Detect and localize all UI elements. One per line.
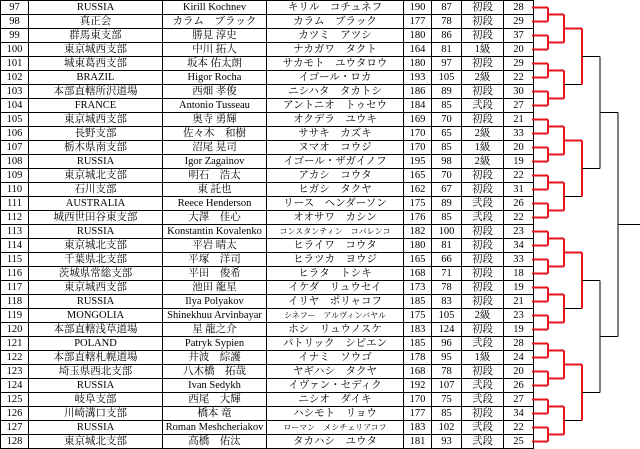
table-row: [1, 141, 534, 155]
table-row: [1, 15, 534, 29]
name-cell: 平田 俊希: [163, 267, 267, 281]
name-cell: 中川 拓人: [163, 43, 267, 57]
entry-number: 114: [1, 239, 29, 253]
table-row: [1, 365, 534, 379]
age-cell: 29: [504, 15, 534, 29]
team-cell: RUSSIA: [29, 1, 163, 15]
height-cell: 168: [404, 365, 432, 379]
entry-number: 119: [1, 309, 29, 323]
name-cell: Igor Zagainov: [163, 155, 267, 169]
height-cell: 177: [404, 15, 432, 29]
age-cell: 34: [504, 239, 534, 253]
kana-cell: ヒラツカ ヨウジ: [267, 253, 404, 267]
kana-cell: ニシハタ タカトシ: [267, 85, 404, 99]
kana-cell: ヤギハシ タクヤ: [267, 365, 404, 379]
team-cell: 岐阜支部: [29, 393, 163, 407]
name-cell: 平塚 洋司: [163, 253, 267, 267]
age-cell: 33: [504, 127, 534, 141]
entry-number: 108: [1, 155, 29, 169]
team-cell: 東京城西支部: [29, 113, 163, 127]
rank-cell: 初段: [462, 183, 504, 197]
age-cell: 19: [504, 281, 534, 295]
height-cell: 170: [404, 393, 432, 407]
rank-cell: 弐段: [462, 99, 504, 113]
weight-cell: 81: [432, 43, 462, 57]
table-row: [1, 155, 534, 169]
name-cell: 坂本 佑太朗: [163, 57, 267, 71]
name-cell: Shinekhuu Arvinbayar: [163, 309, 267, 323]
weight-cell: 65: [432, 127, 462, 141]
team-cell: 城西世田谷東支部: [29, 211, 163, 225]
table-row: [1, 295, 534, 309]
table-row: [1, 379, 534, 393]
team-cell: FRANCE: [29, 99, 163, 113]
team-cell: 東京城北支部: [29, 435, 163, 449]
name-cell: Patryk Sypien: [163, 337, 267, 351]
table-row: [1, 183, 534, 197]
height-cell: 185: [404, 337, 432, 351]
team-cell: 東京城西支部: [29, 43, 163, 57]
name-cell: 星 龍之介: [163, 323, 267, 337]
rank-cell: 1級: [462, 43, 504, 57]
entry-number: 116: [1, 267, 29, 281]
team-cell: 城東葛西支部: [29, 57, 163, 71]
entry-number: 106: [1, 127, 29, 141]
entry-number: 101: [1, 57, 29, 71]
age-cell: 30: [504, 85, 534, 99]
age-cell: 18: [504, 267, 534, 281]
rank-cell: 弐段: [462, 435, 504, 449]
team-cell: POLAND: [29, 337, 163, 351]
height-cell: 168: [404, 267, 432, 281]
entry-number: 99: [1, 29, 29, 43]
kana-cell: イナミ ソウゴ: [267, 351, 404, 365]
rank-cell: 初段: [462, 407, 504, 421]
weight-cell: 85: [432, 211, 462, 225]
table-row: [1, 393, 534, 407]
age-cell: 28: [504, 337, 534, 351]
height-cell: 180: [404, 239, 432, 253]
team-cell: RUSSIA: [29, 379, 163, 393]
kana-cell: ハシモト リョウ: [267, 407, 404, 421]
name-cell: 勝見 淳史: [163, 29, 267, 43]
entry-number: 117: [1, 281, 29, 295]
kana-cell: ナカガワ タクト: [267, 43, 404, 57]
weight-cell: 81: [432, 239, 462, 253]
team-cell: 真正会: [29, 15, 163, 29]
weight-cell: 107: [432, 379, 462, 393]
height-cell: 164: [404, 43, 432, 57]
weight-cell: 70: [432, 169, 462, 183]
rank-cell: 弐段: [462, 421, 504, 435]
entry-number: 103: [1, 85, 29, 99]
height-cell: 165: [404, 253, 432, 267]
height-cell: 176: [404, 211, 432, 225]
team-cell: 東京城北支部: [29, 169, 163, 183]
age-cell: 26: [504, 197, 534, 211]
team-cell: 川崎溝口支部: [29, 407, 163, 421]
age-cell: 29: [504, 57, 534, 71]
name-cell: 高橋 佑汰: [163, 435, 267, 449]
height-cell: 183: [404, 421, 432, 435]
table-row: [1, 85, 534, 99]
kana-cell: ヌマオ コウジ: [267, 141, 404, 155]
weight-cell: 89: [432, 197, 462, 211]
height-cell: 186: [404, 85, 432, 99]
rank-cell: 1級: [462, 141, 504, 155]
age-cell: 27: [504, 393, 534, 407]
entry-number: 124: [1, 379, 29, 393]
age-cell: 25: [504, 435, 534, 449]
entry-number: 111: [1, 197, 29, 211]
kana-cell: リース ヘンダーソン: [267, 197, 404, 211]
name-cell: 佐々木 和樹: [163, 127, 267, 141]
kana-cell: アカシ コウタ: [267, 169, 404, 183]
height-cell: 183: [404, 323, 432, 337]
kana-cell: ヒライワ コウタ: [267, 239, 404, 253]
height-cell: 175: [404, 309, 432, 323]
age-cell: 19: [504, 155, 534, 169]
entry-number: 127: [1, 421, 29, 435]
team-cell: RUSSIA: [29, 295, 163, 309]
age-cell: 27: [504, 99, 534, 113]
kana-cell: ヒラタ トシキ: [267, 267, 404, 281]
height-cell: 192: [404, 379, 432, 393]
height-cell: 180: [404, 57, 432, 71]
table-row: [1, 197, 534, 211]
weight-cell: 83: [432, 295, 462, 309]
height-cell: 170: [404, 127, 432, 141]
kana-cell: タカハシ ユウタ: [267, 435, 404, 449]
name-cell: Konstantin Kovalenko: [163, 225, 267, 239]
name-cell: 池田 龍星: [163, 281, 267, 295]
height-cell: 195: [404, 155, 432, 169]
weight-cell: 96: [432, 337, 462, 351]
age-cell: 26: [504, 379, 534, 393]
table-row: [1, 99, 534, 113]
rank-cell: 初段: [462, 267, 504, 281]
weight-cell: 78: [432, 281, 462, 295]
table-row: [1, 323, 534, 337]
entry-number: 118: [1, 295, 29, 309]
height-cell: 180: [404, 29, 432, 43]
weight-cell: 87: [432, 1, 462, 15]
age-cell: 22: [504, 211, 534, 225]
kana-cell: イゴール・ロカ: [267, 71, 404, 85]
team-cell: 栃木県南支部: [29, 141, 163, 155]
rank-cell: 2級: [462, 155, 504, 169]
kana-cell: サカモト ユウタロウ: [267, 57, 404, 71]
team-cell: RUSSIA: [29, 421, 163, 435]
weight-cell: 124: [432, 323, 462, 337]
table-row: [1, 435, 534, 449]
height-cell: 169: [404, 113, 432, 127]
kana-cell: オオサワ カシン: [267, 211, 404, 225]
kana-cell: ササキ カズキ: [267, 127, 404, 141]
rank-cell: 弐段: [462, 337, 504, 351]
table-row: [1, 113, 534, 127]
kana-cell: イケダ リュウセイ: [267, 281, 404, 295]
weight-cell: 89: [432, 85, 462, 99]
weight-cell: 93: [432, 435, 462, 449]
weight-cell: 98: [432, 155, 462, 169]
rank-cell: 2級: [462, 127, 504, 141]
age-cell: 20: [504, 43, 534, 57]
kana-cell: オクデラ ユウキ: [267, 113, 404, 127]
table-row: [1, 127, 534, 141]
rank-cell: 初段: [462, 323, 504, 337]
team-cell: 埼玉県西北支部: [29, 365, 163, 379]
rank-cell: 初段: [462, 169, 504, 183]
age-cell: 23: [504, 225, 534, 239]
age-cell: 19: [504, 323, 534, 337]
table-row: [1, 253, 534, 267]
weight-cell: 105: [432, 71, 462, 85]
rank-cell: 弐段: [462, 197, 504, 211]
age-cell: 34: [504, 407, 534, 421]
team-cell: 群馬東支部: [29, 29, 163, 43]
name-cell: 西畑 孝俊: [163, 85, 267, 99]
team-cell: RUSSIA: [29, 155, 163, 169]
table-row: [1, 225, 534, 239]
team-cell: MONGOLIA: [29, 309, 163, 323]
team-cell: 長野支部: [29, 127, 163, 141]
weight-cell: 66: [432, 253, 462, 267]
weight-cell: 71: [432, 267, 462, 281]
table-row: [1, 239, 534, 253]
weight-cell: 97: [432, 57, 462, 71]
age-cell: 21: [504, 295, 534, 309]
entry-number: 122: [1, 351, 29, 365]
name-cell: カラム ブラック: [163, 15, 267, 29]
kana-cell: イヴァン・セディク: [267, 379, 404, 393]
rank-cell: 1級: [462, 351, 504, 365]
table-row: [1, 43, 534, 57]
age-cell: 21: [504, 113, 534, 127]
entry-number: 110: [1, 183, 29, 197]
team-cell: 本部直轄札幌道場: [29, 351, 163, 365]
team-cell: RUSSIA: [29, 225, 163, 239]
kana-cell: イリヤ ポリャコフ: [267, 295, 404, 309]
entry-number: 104: [1, 99, 29, 113]
entry-number: 97: [1, 1, 29, 15]
entry-number: 109: [1, 169, 29, 183]
name-cell: 井波 綜護: [163, 351, 267, 365]
entry-number: 102: [1, 71, 29, 85]
entry-number: 123: [1, 365, 29, 379]
name-cell: Kirill Kochnev: [163, 1, 267, 15]
height-cell: 177: [404, 407, 432, 421]
rank-cell: 弐段: [462, 379, 504, 393]
age-cell: 20: [504, 141, 534, 155]
age-cell: 28: [504, 1, 534, 15]
name-cell: 明石 浩太: [163, 169, 267, 183]
rank-cell: 初段: [462, 225, 504, 239]
weight-cell: 95: [432, 351, 462, 365]
team-cell: 茨城県常総支部: [29, 267, 163, 281]
rank-cell: 初段: [462, 15, 504, 29]
table-row: [1, 57, 534, 71]
kana-cell: コンスタンティン コバレンコ: [267, 225, 404, 239]
entry-number: 125: [1, 393, 29, 407]
team-cell: 本部直轄浅草道場: [29, 323, 163, 337]
kana-cell: ニシオ ダイキ: [267, 393, 404, 407]
kana-cell: アントニオ トゥセウ: [267, 99, 404, 113]
entry-number: 100: [1, 43, 29, 57]
height-cell: 185: [404, 295, 432, 309]
team-cell: 東京城西支部: [29, 281, 163, 295]
table-row: [1, 337, 534, 351]
rank-cell: 初段: [462, 1, 504, 15]
height-cell: 165: [404, 169, 432, 183]
team-cell: 東京城北支部: [29, 239, 163, 253]
weight-cell: 86: [432, 29, 462, 43]
weight-cell: 78: [432, 15, 462, 29]
kana-cell: シネフー アルヴィンバヤル: [267, 309, 404, 323]
weight-cell: 85: [432, 407, 462, 421]
weight-cell: 100: [432, 225, 462, 239]
rank-cell: 初段: [462, 29, 504, 43]
table-row: [1, 211, 534, 225]
age-cell: 33: [504, 253, 534, 267]
height-cell: 182: [404, 225, 432, 239]
name-cell: 東 託也: [163, 183, 267, 197]
table-row: [1, 351, 534, 365]
name-cell: 平岩 晴太: [163, 239, 267, 253]
entry-number: 128: [1, 435, 29, 449]
team-cell: 本部直轄所沢道場: [29, 85, 163, 99]
table-row: [1, 71, 534, 85]
table-row: [1, 421, 534, 435]
weight-cell: 85: [432, 141, 462, 155]
rank-cell: 2級: [462, 309, 504, 323]
age-cell: 22: [504, 421, 534, 435]
table-row: [1, 407, 534, 421]
name-cell: Ivan Sedykh: [163, 379, 267, 393]
height-cell: 170: [404, 141, 432, 155]
height-cell: 173: [404, 281, 432, 295]
entry-number: 113: [1, 225, 29, 239]
weight-cell: 105: [432, 309, 462, 323]
height-cell: 184: [404, 99, 432, 113]
weight-cell: 102: [432, 421, 462, 435]
rank-cell: 初段: [462, 85, 504, 99]
team-cell: 石川支部: [29, 183, 163, 197]
entry-number: 115: [1, 253, 29, 267]
height-cell: 178: [404, 351, 432, 365]
name-cell: Ilya Polyakov: [163, 295, 267, 309]
team-cell: 千葉県北支部: [29, 253, 163, 267]
name-cell: 奥寺 勇輝: [163, 113, 267, 127]
age-cell: 37: [504, 29, 534, 43]
table-row: [1, 309, 534, 323]
entry-number: 105: [1, 113, 29, 127]
height-cell: 190: [404, 1, 432, 15]
rank-cell: 初段: [462, 239, 504, 253]
entry-number: 120: [1, 323, 29, 337]
weight-cell: 85: [432, 99, 462, 113]
kana-cell: カラム ブラック: [267, 15, 404, 29]
kana-cell: イゴール・ザガイノフ: [267, 155, 404, 169]
rank-cell: 初段: [462, 113, 504, 127]
age-cell: 22: [504, 71, 534, 85]
kana-cell: ヒガシ タクヤ: [267, 183, 404, 197]
age-cell: 20: [504, 365, 534, 379]
name-cell: 沼尾 晃司: [163, 141, 267, 155]
entry-number: 107: [1, 141, 29, 155]
name-cell: Roman Meshcheriakov: [163, 421, 267, 435]
name-cell: 橋本 竜: [163, 407, 267, 421]
rank-cell: 弐段: [462, 393, 504, 407]
kana-cell: ローマン メシチェリアコフ: [267, 421, 404, 435]
kana-cell: ホシ リュウノスケ: [267, 323, 404, 337]
kana-cell: パトリック シピエン: [267, 337, 404, 351]
weight-cell: 67: [432, 183, 462, 197]
table-row: [1, 29, 534, 43]
rank-cell: 初段: [462, 57, 504, 71]
rank-cell: 初段: [462, 295, 504, 309]
name-cell: 西尾 大輝: [163, 393, 267, 407]
rank-cell: 初段: [462, 253, 504, 267]
table-row: [1, 281, 534, 295]
tournament-bracket: [532, 0, 640, 445]
height-cell: 193: [404, 71, 432, 85]
weight-cell: 78: [432, 365, 462, 379]
age-cell: 24: [504, 351, 534, 365]
height-cell: 175: [404, 197, 432, 211]
age-cell: 22: [504, 169, 534, 183]
name-cell: 大澤 佳心: [163, 211, 267, 225]
table-row: [1, 1, 534, 15]
rank-cell: 弐段: [462, 211, 504, 225]
entry-number: 112: [1, 211, 29, 225]
rank-cell: 初段: [462, 281, 504, 295]
entry-number: 121: [1, 337, 29, 351]
table-row: [1, 169, 534, 183]
team-cell: BRAZIL: [29, 71, 163, 85]
weight-cell: 70: [432, 113, 462, 127]
name-cell: 八木橋 拓哉: [163, 365, 267, 379]
kana-cell: カツミ アツシ: [267, 29, 404, 43]
table-row: [1, 267, 534, 281]
name-cell: Reece Henderson: [163, 197, 267, 211]
kana-cell: キリル コチュネフ: [267, 1, 404, 15]
height-cell: 181: [404, 435, 432, 449]
rank-cell: 初段: [462, 365, 504, 379]
age-cell: 23: [504, 309, 534, 323]
entry-number: 98: [1, 15, 29, 29]
name-cell: Antonio Tusseau: [163, 99, 267, 113]
team-cell: AUSTRALIA: [29, 197, 163, 211]
weight-cell: 75: [432, 393, 462, 407]
roster-body: [1, 1, 534, 449]
rank-cell: 2級: [462, 71, 504, 85]
name-cell: Higor Rocha: [163, 71, 267, 85]
age-cell: 31: [504, 183, 534, 197]
height-cell: 162: [404, 183, 432, 197]
entry-number: 126: [1, 407, 29, 421]
